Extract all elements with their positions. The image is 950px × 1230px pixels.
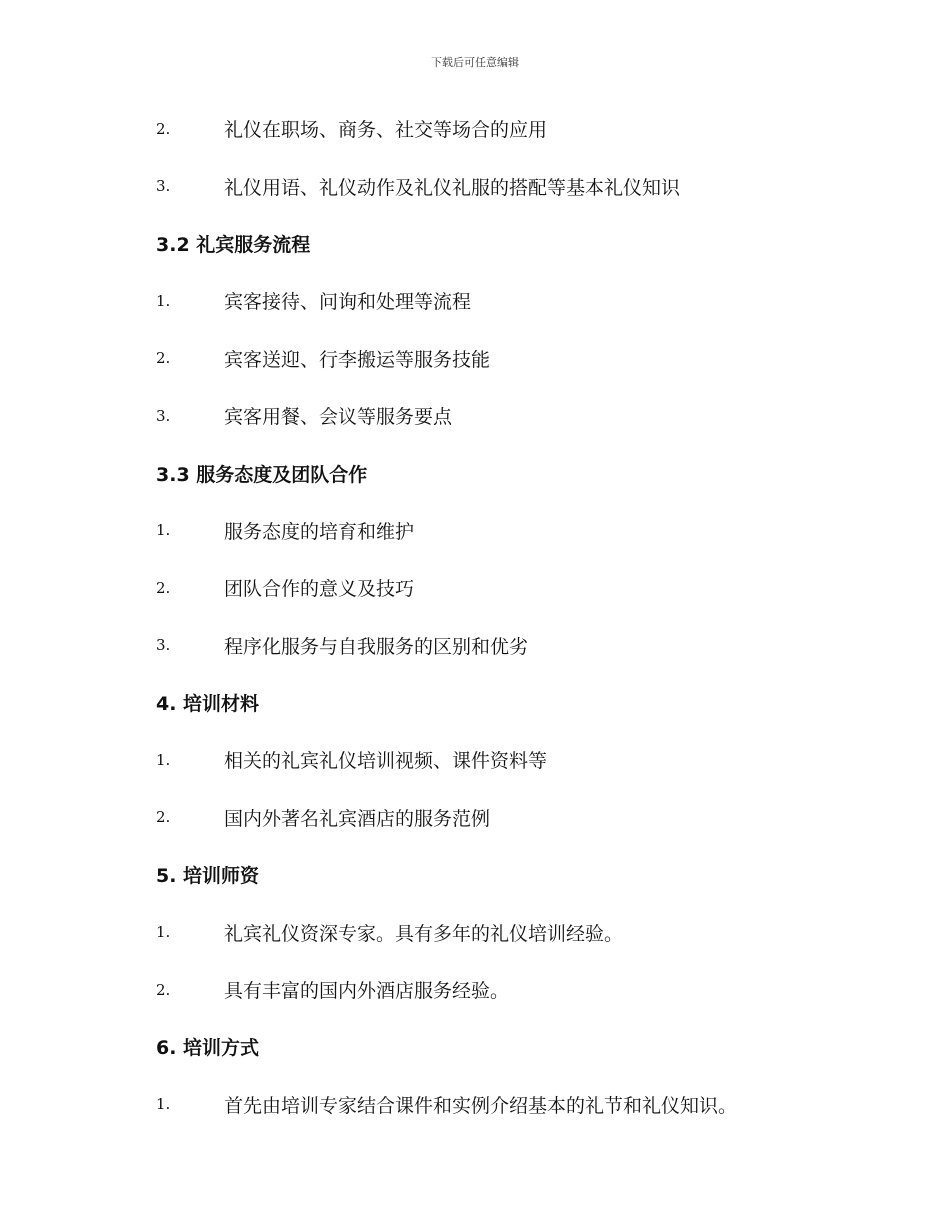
- list-item-number: 3.: [156, 636, 171, 655]
- section-heading: [156, 444, 876, 501]
- section-heading: [156, 674, 876, 731]
- list-item-text: 礼宾礼仪资深专家。具有多年的礼仪培训经验。: [224, 922, 624, 945]
- list-item-number: 1.: [156, 521, 171, 540]
- list-item: [156, 617, 876, 674]
- list-item: [156, 502, 876, 559]
- section-heading-text: 4. 培训材料: [156, 693, 260, 716]
- list-item-text: 相关的礼宾礼仪培训视频、课件资料等: [224, 750, 548, 773]
- list-item-number: 3.: [156, 177, 171, 196]
- list-item-text: 礼仪在职场、商务、社交等场合的应用: [224, 119, 548, 142]
- list-item-text: 宾客接待、问询和处理等流程: [224, 291, 472, 314]
- list-item: [156, 903, 876, 960]
- list-item-number: 3.: [156, 406, 171, 425]
- list-item: [156, 731, 876, 788]
- section-heading-text: 3.2 礼宾服务流程: [156, 233, 311, 256]
- list-item: [156, 559, 876, 616]
- list-item-number: 1.: [156, 750, 171, 769]
- list-item-number: 2.: [156, 349, 171, 368]
- list-item-text: 礼仪用语、礼仪动作及礼仪礼服的搭配等基本礼仪知识: [224, 176, 681, 199]
- list-item-number: 1.: [156, 1095, 171, 1114]
- list-item: [156, 387, 876, 444]
- list-item-text: 团队合作的意义及技巧: [224, 578, 415, 601]
- list-item: [156, 789, 876, 846]
- list-item: [156, 1076, 876, 1133]
- list-item: [156, 961, 876, 1018]
- list-item: [156, 330, 876, 387]
- list-item-text: 宾客用餐、会议等服务要点: [224, 406, 453, 429]
- list-item-text: 程序化服务与自我服务的区别和优劣: [224, 635, 529, 658]
- section-heading: [156, 1018, 876, 1075]
- list-item-number: 2.: [156, 119, 171, 138]
- section-heading-text: 3.3 服务态度及团队合作: [156, 463, 368, 486]
- list-item-text: 服务态度的培育和维护: [224, 520, 415, 543]
- list-item: [156, 157, 876, 214]
- list-item-text: 宾客送迎、行李搬运等服务技能: [224, 348, 491, 371]
- list-item: [156, 100, 876, 157]
- list-item-number: 2.: [156, 808, 171, 827]
- header-note: 下载后可任意编辑: [431, 56, 519, 69]
- list-item-number: 2.: [156, 578, 171, 597]
- list-item-number: 1.: [156, 291, 171, 310]
- section-heading-text: 6. 培训方式: [156, 1037, 260, 1060]
- section-heading: [156, 215, 876, 272]
- list-item-text: 国内外著名礼宾酒店的服务范例: [224, 807, 491, 830]
- list-item-number: 1.: [156, 923, 171, 942]
- section-heading: [156, 846, 876, 903]
- section-heading-text: 5. 培训师资: [156, 865, 260, 888]
- list-item-text: 具有丰富的国内外酒店服务经验。: [224, 980, 510, 1003]
- list-item: [156, 272, 876, 329]
- list-item-text: 首先由培训专家结合课件和实例介绍基本的礼节和礼仪知识。: [224, 1094, 738, 1117]
- document-body: [156, 100, 876, 1133]
- list-item-number: 2.: [156, 980, 171, 999]
